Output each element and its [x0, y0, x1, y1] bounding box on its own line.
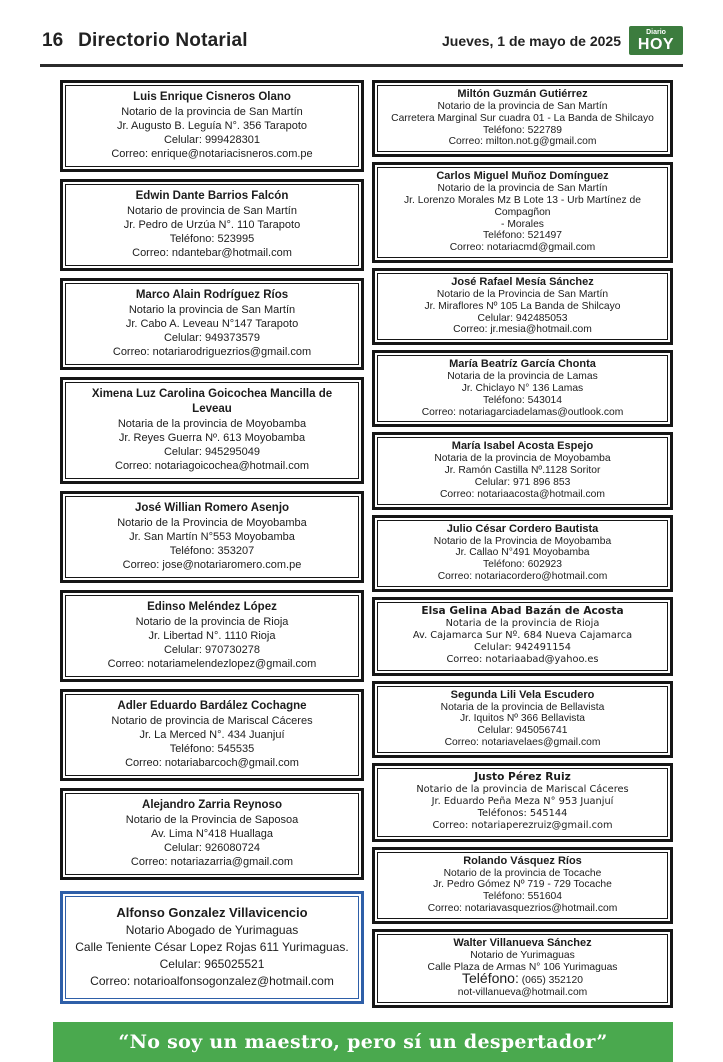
notary-card [60, 491, 364, 583]
notary-card [372, 268, 673, 345]
notary-detail: Teléfono: 551604 [482, 891, 562, 903]
notary-detail: Celular: 949373579 [163, 332, 261, 344]
notary-detail: Notaria de la provincia de Rioja [445, 617, 600, 629]
notary-email: Correo: notariaperezruiz@gmail.com [432, 820, 613, 832]
notary-name: José Rafael Mesía Sánchez [451, 275, 594, 288]
notary-email: not-villanueva@hotmail.com [457, 987, 588, 999]
notary-name: Miltón Guzmán Gutiérrez [457, 88, 588, 100]
notary-detail: Notario de la Provincia de Moyobamba [117, 517, 307, 529]
notary-detail: Jr. Eduardo Peña Meza N° 953 Juanjuí [431, 795, 614, 807]
notary-detail: Notario de la provincia de San Martín [437, 183, 608, 195]
notary-card [372, 432, 673, 509]
notary-card-frame [65, 283, 359, 365]
notary-detail: Teléfono: 545535 [169, 743, 255, 755]
header-date-group [442, 26, 683, 55]
notary-email: Correo: notariagoicochea@hotmail.com [115, 460, 309, 472]
notary-detail: Celular: 971 896 853 [474, 476, 571, 488]
notary-email: Correo: notariazarria@gmail.com [130, 856, 294, 868]
notary-email: Correo: notariacmd@gmail.com [449, 242, 596, 254]
notary-detail: Jr. Chiclayo N° 136 Lamas [461, 382, 584, 394]
notary-email: Correo: jr.mesia@hotmail.com [453, 324, 592, 336]
notary-detail: Jr. Miraflores Nº 105 La Banda de Shilcayo [424, 300, 621, 312]
page-number: 16 [42, 29, 64, 51]
header-title-group [42, 30, 248, 52]
notary-card-frame [65, 496, 359, 578]
notary-detail: Notario de la provincia de San Martín [437, 101, 608, 112]
notary-card-frame [65, 793, 359, 875]
notary-detail: Jr. Callao N°491 Moyobamba [455, 547, 590, 559]
notary-name: Marco Alain Rodríguez Ríos [135, 289, 289, 301]
notary-email: Correo: notariavelaes@gmail.com [444, 736, 601, 748]
notary-detail: Jr. Pedro Gómez Nº 719 - 729 Tocache [433, 879, 612, 891]
page-header [42, 26, 683, 55]
notary-detail: Notaria de la provincia de Moyobamba [434, 453, 611, 465]
notary-detail: Celular: 965025521 [159, 957, 265, 971]
notary-name: Segunda Lili Vela Escudero [450, 688, 595, 701]
notary-card [60, 891, 364, 1004]
notary-email: Correo: notarioalfonsogonzalez@hotmail.com [90, 974, 334, 988]
quote-banner [53, 1022, 673, 1062]
notary-name: Alfonso Gonzalez Villavicencio [116, 905, 308, 920]
notary-card-frame [65, 595, 359, 677]
logo-diario-text: Diario [646, 29, 666, 36]
notary-card [372, 597, 673, 676]
notary-card [372, 763, 673, 842]
notary-card [372, 847, 673, 924]
notary-card [372, 162, 673, 263]
notary-card [60, 689, 364, 781]
notary-email: Correo: notariabarcoch@gmail.com [125, 757, 299, 769]
notary-detail: Teléfono: 543014 [482, 394, 562, 406]
notary-detail: Celular: 970730278 [163, 644, 261, 656]
notary-card [60, 377, 364, 484]
notary-name: María Beatríz García Chonta [449, 358, 596, 371]
notary-detail: Jr. Cabo A. Leveau N°147 Tarapoto [125, 318, 299, 330]
notary-name: José Willian Romero Asenjo [134, 502, 290, 514]
notary-detail: Celular: 999428301 [163, 134, 261, 146]
notary-email: Correo: notariacordero@hotmail.com [437, 570, 608, 582]
notary-detail: Celular: 942485053 [477, 312, 568, 324]
notary-card [60, 80, 364, 172]
notary-card-frame [377, 686, 668, 753]
notary-detail: Notario de la provincia de Mariscal Cáceres [416, 783, 629, 795]
notary-card [60, 278, 364, 370]
notary-email: Correo: notariarodriguezrios@gmail.com [112, 346, 312, 358]
notary-detail: Carretera Marginal Sur cuadra 01 - La Banda de Shilcayo [391, 112, 654, 124]
notary-card-frame [377, 934, 668, 1003]
phone-label: Teléfono: [462, 970, 519, 987]
notary-detail: Celular: 942491154 [474, 642, 571, 654]
notary-name: María Isabel Acosta Espejo [451, 440, 594, 453]
notary-card [372, 681, 673, 758]
notary-detail: Teléfono: 523995 [169, 233, 255, 245]
right-column [372, 80, 673, 1013]
notary-detail: Teléfonos: 545144 [477, 808, 568, 820]
notary-card [60, 590, 364, 682]
notary-card [372, 350, 673, 427]
date-text: Jueves, 1 de mayo de 2025 [442, 32, 621, 49]
notary-detail: Notario de provincia de San Martín [127, 205, 297, 217]
notary-detail: Jr. Lorenzo Morales Mz B Lote 13 - Urb Martínez de Compagñon [404, 194, 641, 218]
notary-card-frame [377, 85, 668, 152]
notary-name: Elsa Gelina Abad Bazán de Acosta [421, 604, 624, 617]
notary-email: Correo: notariagarciadelamas@outlook.com [421, 406, 624, 418]
notary-detail: Jr. Augusto B. Leguía N°. 356 Tarapoto [116, 120, 308, 132]
notary-detail: Calle Plaza de Armas N° 106 Yurimaguas [427, 961, 618, 973]
notary-detail: Celular: 945056741 [477, 725, 568, 737]
notary-detail: Jr. San Martín N°553 Moyobamba [129, 531, 295, 543]
directory-columns [60, 80, 673, 1013]
notary-card-frame [377, 852, 668, 919]
notary-card [60, 179, 364, 271]
notary-card-frame [377, 520, 668, 587]
notary-email: Correo: notariamelendezlopez@gmail.com [107, 658, 317, 670]
notary-detail: Jr. Reyes Guerra Nº. 613 Moyobamba [118, 432, 306, 444]
notary-detail: Teléfono: 353207 [169, 545, 255, 557]
notary-name: Luis Enrique Cisneros Olano [133, 91, 291, 103]
notary-card-frame [65, 896, 359, 999]
notary-detail: Notario de la Provincia de Moyobamba [433, 535, 612, 547]
notary-name: Justo Pérez Ruiz [474, 770, 571, 783]
notary-detail: Notario de la provincia de Rioja [135, 616, 289, 628]
notary-detail: Notaria de la provincia de Bellavista [440, 701, 605, 713]
logo-hoy-text: HOY [637, 36, 675, 53]
notary-email: Correo: notariaacosta@hotmail.com [440, 488, 605, 500]
notary-detail: Celular: 945295049 [163, 446, 261, 458]
notary-detail: - Morales [501, 218, 544, 230]
notary-card [372, 80, 673, 157]
notary-card [372, 929, 673, 1008]
notary-name: Ximena Luz Carolina Goicochea Mancilla de Leveau [91, 388, 333, 415]
notary-card-frame [377, 167, 668, 258]
notary-detail: Teléfono: 602923 [482, 559, 562, 571]
notary-card-frame [65, 382, 359, 479]
notary-detail: Notario de provincia de Mariscal Cáceres [111, 715, 313, 727]
notary-email: Correo: notariavasquezrios@hotmail.com [427, 902, 618, 914]
diario-hoy-logo [629, 26, 683, 55]
notary-card-frame [377, 768, 668, 837]
notary-card [60, 788, 364, 880]
notary-name: Walter Villanueva Sánchez [453, 936, 592, 949]
notary-detail: Teléfono: 521497 [482, 230, 562, 242]
notary-detail: Notario la provincia de San Martín [128, 304, 296, 316]
notary-detail: Notario de la Provincia de San Martín [436, 288, 609, 300]
notary-name: Edinso Meléndez López [147, 601, 277, 613]
notary-detail: Notaria de la provincia de Lamas [447, 371, 598, 383]
notary-email: Correo: enrique@notariacisneros.com.pe [111, 148, 313, 160]
notary-detail: Notaria de la provincia de Moyobamba [117, 418, 307, 430]
page-title: Directorio Notarial [78, 29, 248, 51]
notary-email: Correo: milton.not.g@gmail.com [448, 136, 597, 148]
notary-detail: Calle Teniente César Lopez Rojas 611 Yurimaguas. [75, 940, 349, 954]
left-column [60, 80, 364, 1013]
notary-email: Correo: jose@notariaromero.com.pe [122, 559, 302, 571]
notary-detail: Notario de la provincia de San Martín [121, 106, 303, 118]
notary-detail: Notario de la Provincia de Saposoa [125, 814, 299, 826]
notary-name: Alejandro Zarria Reynoso [142, 799, 282, 811]
notary-detail: Notario Abogado de Yurimaguas [125, 923, 299, 937]
notary-card-frame [377, 437, 668, 504]
notary-detail: Teléfono: (065) 352120 [462, 970, 583, 987]
notary-email: Correo: ndantebar@hotmail.com [132, 247, 292, 259]
notary-card-frame [377, 355, 668, 422]
notary-name: Adler Eduardo Bardález Cochagne [117, 700, 307, 712]
notary-detail: Jr. Libertad N°. 1110 Rioja [148, 630, 276, 642]
notary-name: Carlos Miguel Muñoz Domínguez [436, 170, 609, 183]
notary-card-frame [65, 184, 359, 266]
notary-detail: Jr. Pedro de Urzúa N°. 110 Tarapoto [123, 219, 301, 231]
notary-detail: Av. Lima N°418 Huallaga [150, 828, 273, 840]
notary-name: Edwin Dante Barrios Falcón [135, 190, 289, 202]
quote-text: “No soy un maestro, pero sí un despertador” [118, 1030, 608, 1053]
notary-card-frame [65, 85, 359, 167]
notary-card-frame [377, 273, 668, 340]
notary-email: Correo: notariaabad@yahoo.es [446, 654, 599, 666]
notary-name: Rolando Vásquez Ríos [463, 854, 582, 867]
notary-detail: Notario de Yurimaguas [470, 949, 575, 961]
notary-card [372, 515, 673, 592]
notary-detail: Notario de la provincia de Tocache [443, 867, 602, 879]
notary-card-frame [377, 602, 668, 671]
notary-detail: Teléfono: 522789 [482, 124, 562, 136]
notary-detail: Av. Cajamarca Sur Nº. 684 Nueva Cajamarca [412, 629, 633, 641]
notary-detail: Celular: 926080724 [163, 842, 261, 854]
notary-name: Julio César Cordero Bautista [446, 522, 599, 535]
notary-detail: Jr. La Merced N°. 434 Juanjuí [139, 729, 285, 741]
header-divider [40, 64, 683, 67]
notary-detail: Jr. Ramón Castilla Nº.1128 Soritor [444, 465, 601, 477]
notary-detail: Jr. Iquitos Nº 366 Bellavista [459, 713, 586, 725]
notary-card-frame [65, 694, 359, 776]
